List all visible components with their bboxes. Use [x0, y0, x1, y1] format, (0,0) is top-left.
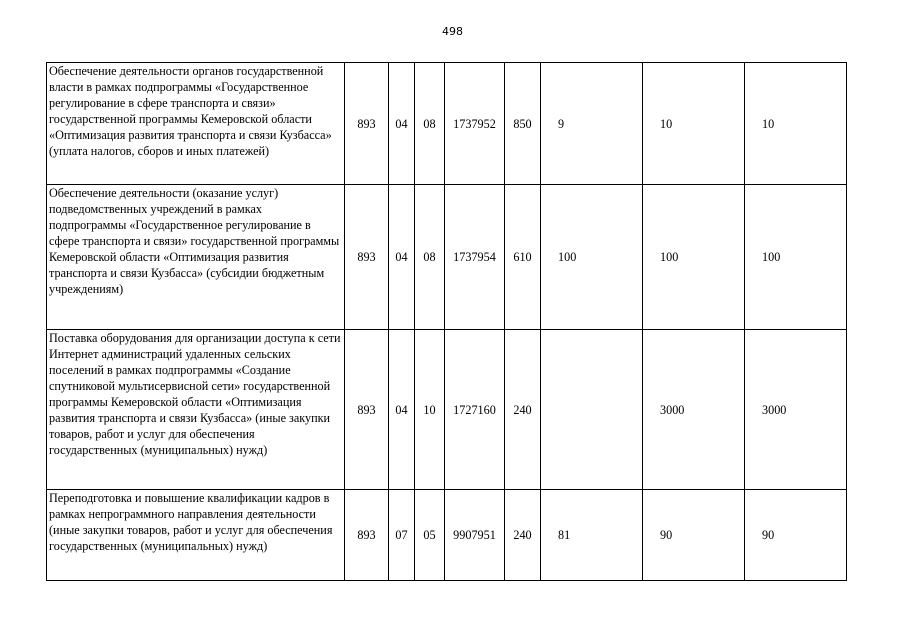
ministry-code: 893 — [345, 63, 389, 185]
amount-year-3: 90 — [745, 490, 847, 581]
section-code: 04 — [389, 185, 415, 330]
amount-year-2: 3000 — [643, 330, 745, 490]
expense-type-code: 240 — [505, 330, 541, 490]
target-article-code: 1727160 — [445, 330, 505, 490]
subsection-code: 10 — [415, 330, 445, 490]
expense-type-code: 610 — [505, 185, 541, 330]
ministry-code: 893 — [345, 490, 389, 581]
subsection-code: 08 — [415, 63, 445, 185]
section-code: 04 — [389, 330, 415, 490]
subsection-code: 08 — [415, 185, 445, 330]
amount-year-2: 90 — [643, 490, 745, 581]
amount-year-2: 10 — [643, 63, 745, 185]
table-row — [47, 490, 847, 581]
expense-type-code: 240 — [505, 490, 541, 581]
subsection-code: 05 — [415, 490, 445, 581]
target-article-code: 1737954 — [445, 185, 505, 330]
amount-year-2: 100 — [643, 185, 745, 330]
table-row — [47, 185, 847, 330]
target-article-code: 1737952 — [445, 63, 505, 185]
row-description: Обеспечение деятельности органов государственной власти в рамках подпрограммы «Государственное регулирование в сфере транспорта и связи» государственной программы Кемеровской области «Оптимизация развития транспорта и связи Кузбасса» (уплата налогов, сборов и иных платежей) — [47, 63, 345, 185]
amount-year-1 — [541, 330, 643, 490]
target-article-code: 9907951 — [445, 490, 505, 581]
amount-year-3: 100 — [745, 185, 847, 330]
amount-year-1: 81 — [541, 490, 643, 581]
amount-year-3: 10 — [745, 63, 847, 185]
page-number: 498 — [442, 25, 463, 38]
section-code: 07 — [389, 490, 415, 581]
ministry-code: 893 — [345, 185, 389, 330]
row-description: Поставка оборудования для организации доступа к сети Интернет администраций удаленных сельских поселений в рамках подпрограммы «Создание спутниковой мультисервисной сети» государственной программы Кемеровской области «Оптимизация развития транспорта и связи Кузбасса» (иные закупки товаров, работ и услуг для обеспечения государственных (муниципальных) нужд) — [47, 330, 345, 490]
expense-type-code: 850 — [505, 63, 541, 185]
ministry-code: 893 — [345, 330, 389, 490]
amount-year-1: 9 — [541, 63, 643, 185]
amount-year-3: 3000 — [745, 330, 847, 490]
row-description: Обеспечение деятельности (оказание услуг) подведомственных учреждений в рамках подпрограммы «Государственное регулирование в сфере транспорта и связи» государственной программы Кемеровской области «Оптимизация развития транспорта и связи Кузбасса» (субсидии бюджетным учреждениям) — [47, 185, 345, 330]
amount-year-1: 100 — [541, 185, 643, 330]
row-description: Переподготовка и повышение квалификации кадров в рамках непрограммного направления деятельности (иные закупки товаров, работ и услуг для обеспечения государственных (муниципальных) нужд) — [47, 490, 345, 581]
section-code: 04 — [389, 63, 415, 185]
budget-table — [46, 62, 847, 581]
table-row — [47, 330, 847, 490]
table-row — [47, 63, 847, 185]
